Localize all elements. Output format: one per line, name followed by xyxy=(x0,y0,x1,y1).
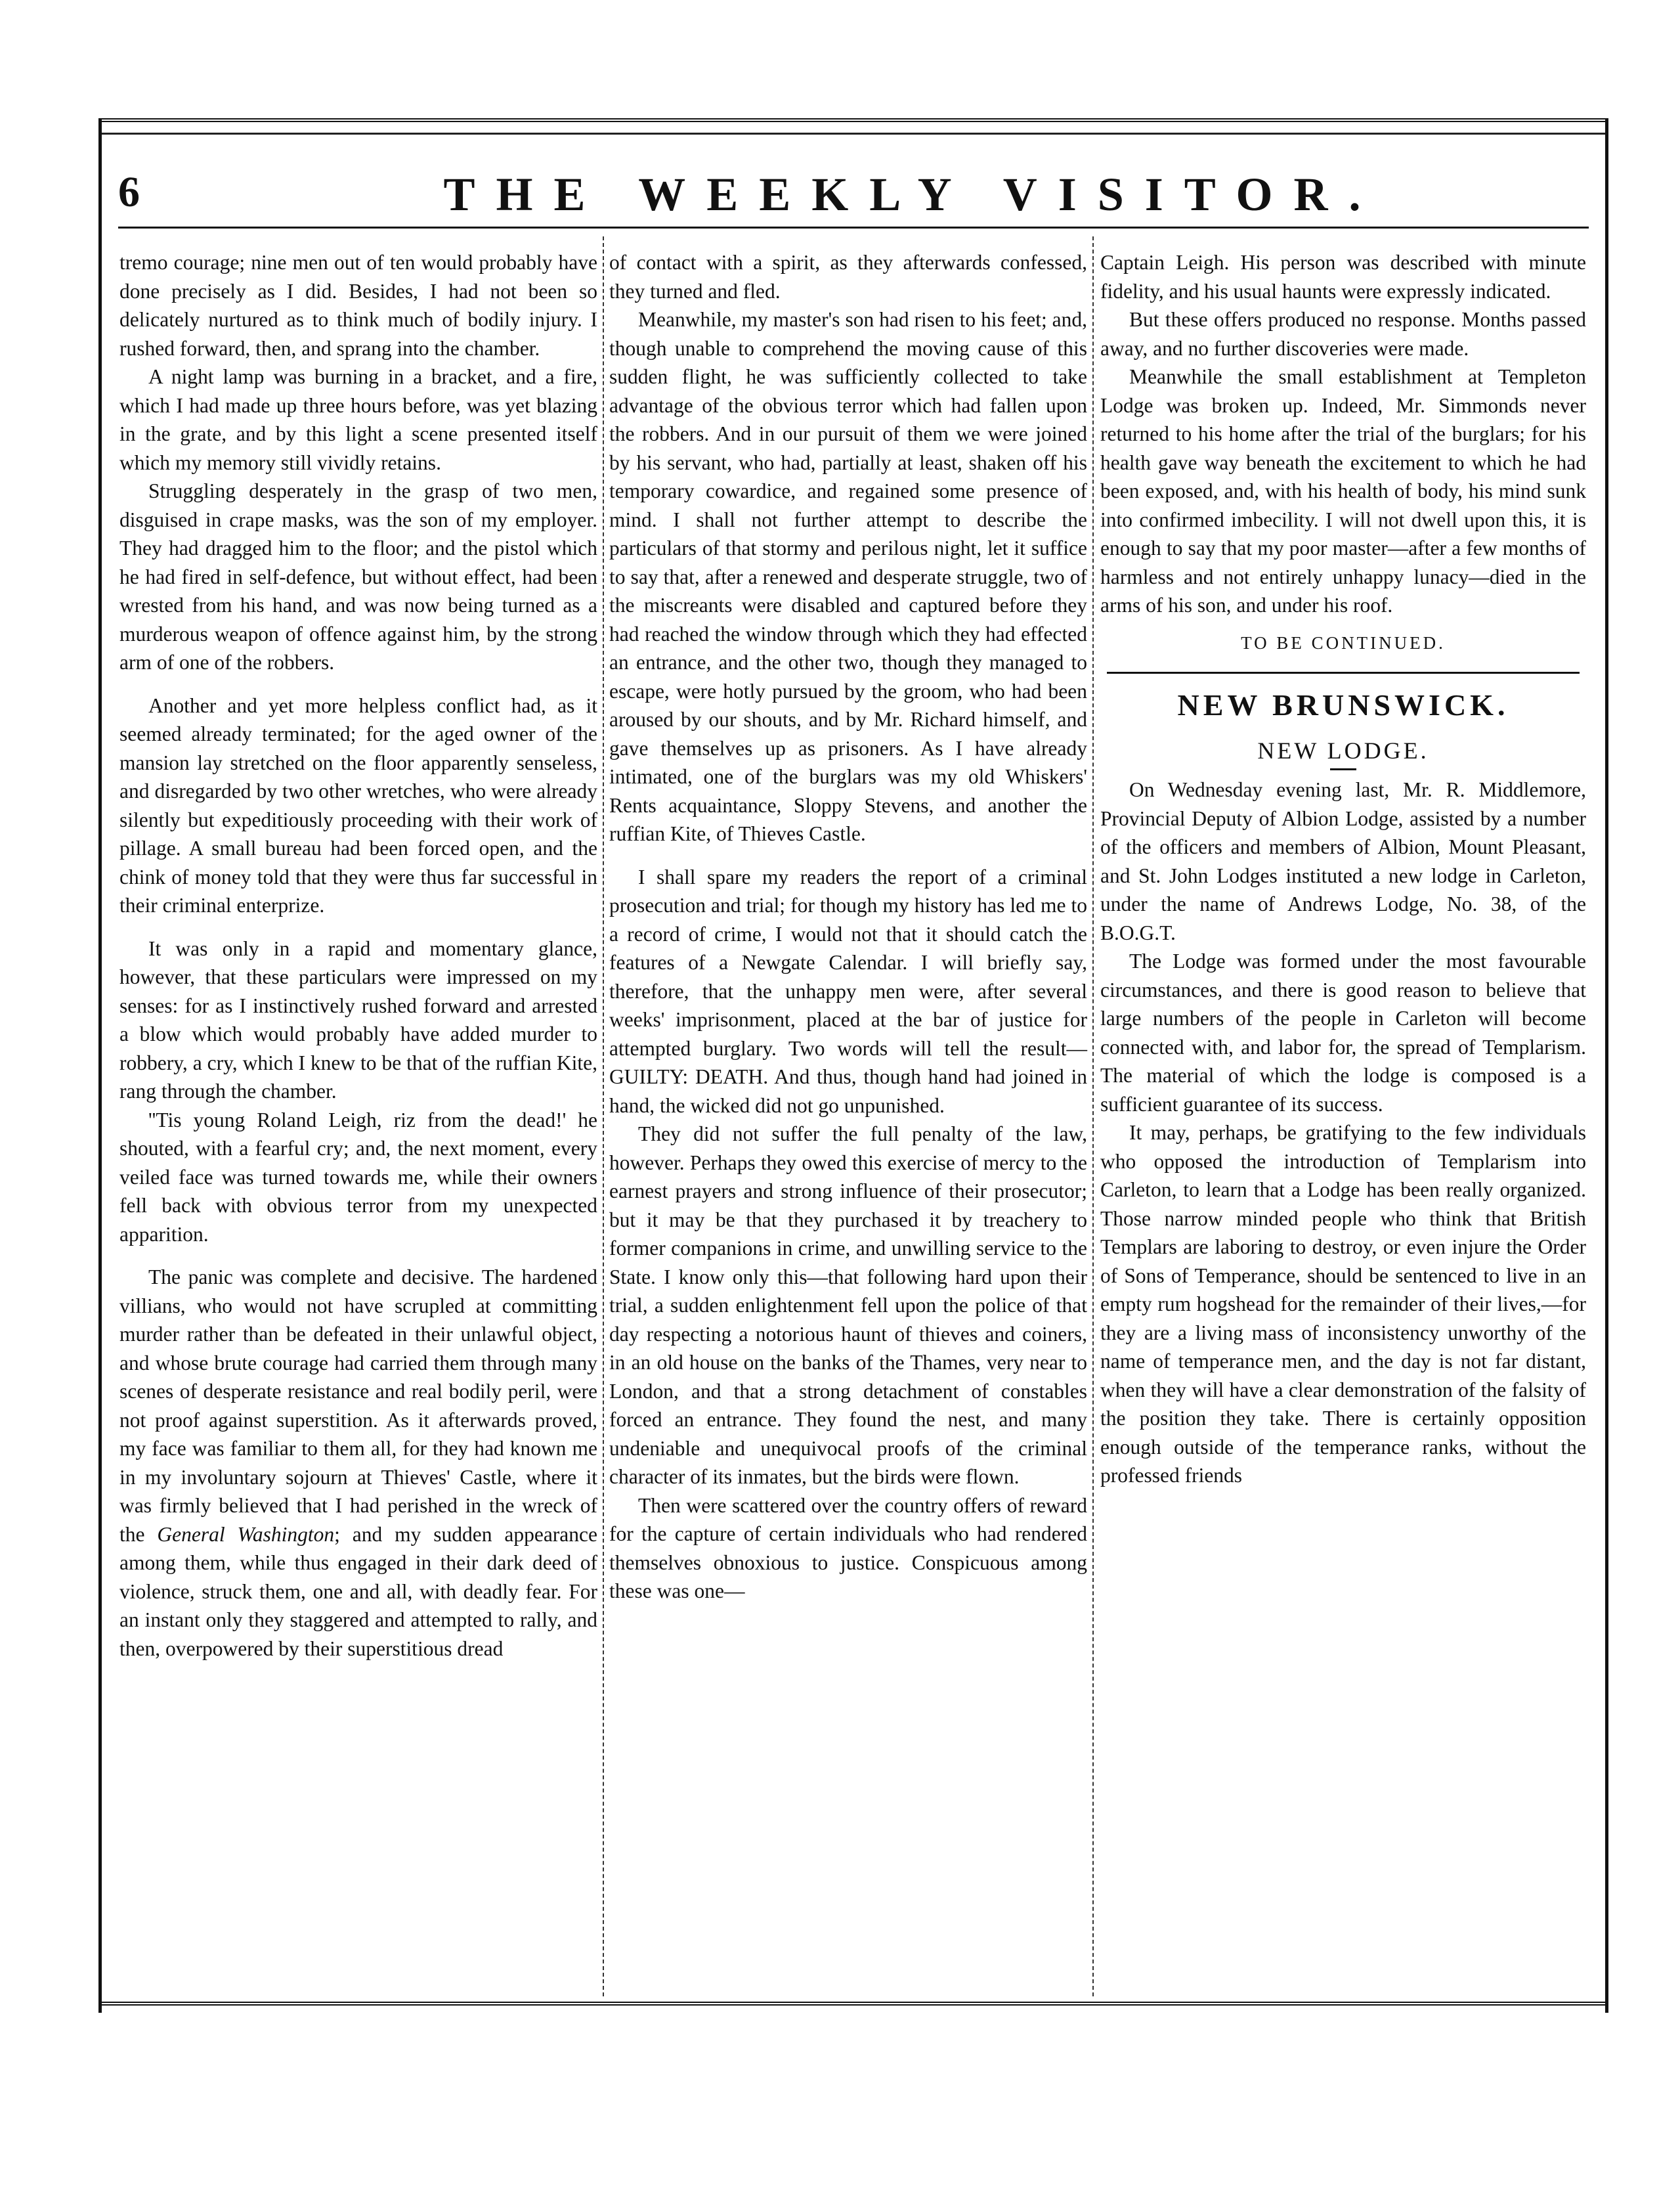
column-divider xyxy=(1092,236,1094,1996)
paragraph: tremo courage; nine men out of ten would probably have done precisely as I did. Besides, I had not been so delicately nurtured as to think much of bodily injury. I rushed forward, then, and sprang into the chamber. xyxy=(119,251,597,360)
paragraph: But these offers produced no response. Months passed away, and no further discoveries were made. xyxy=(1100,308,1586,360)
masthead-rule xyxy=(118,227,1589,229)
paragraph: I shall spare my readers the report of a criminal prosecution and trial; for though my history has led me to a record of crime, I would not that it should catch the features of a Newgate Calendar. I will briefly say, therefore, that the unhappy men were, after several weeks' imprisonment, placed at the bar of justice for attempted burglary. Two words will tell the result—GUILTY: DEATH. And thus, though hand had joined in hand, the wicked did not go unpunished. xyxy=(609,865,1087,1117)
page-number: 6 xyxy=(118,168,140,216)
short-rule xyxy=(1330,768,1356,770)
to-be-continued: TO BE CONTINUED. xyxy=(1241,632,1446,653)
column-divider xyxy=(603,236,604,1996)
paragraph xyxy=(119,1263,597,1663)
paragraph: Meanwhile, my master's son had risen to his feet; and, though unable to comprehend the moving cause of this sudden flight, he was sufficiently collected to take advantage of the obvious terror which had fallen upon the robbers. And in our pursuit of them we were joined by his servant, who had, partially at least, shaken off his temporary cowardice, and regained some presence of mind. I shall not further attempt to describe the particulars of that stormy and perilous night, let it suffice to say that, after a renewed and desperate struggle, two of the miscreants were disabled and captured before they had reached the window through which they had effected an entrance, and the other two, though they managed to escape, were hotly pursued by the groom, who had been aroused by our shouts, and by Mr. Richard himself, and gave themselves up as prisoners. As I have already intimated, one of the burglars was my old Whiskers' Rents acquaintance, Sloppy Stevens, and another the ruffian Kite, of Thieves Castle. xyxy=(609,308,1087,845)
column-3 xyxy=(1100,248,1586,1490)
masthead xyxy=(118,167,1589,230)
paragraph: They did not suffer the full penalty of the law, however. Perhaps they owed this exercise of mercy to the earnest prayers and strong influence of their prosecutor; but it may be that they purchased it by treachery to former companions in crime, and unwilling service to the State. I know only this—that following hard upon their trial, a sudden enlightenment fell upon the police of that day respecting a notorious haunt of thieves and coiners, in an old house on the banks of the Thames, very near to London, and that a strong detachment of constables forced an entrance. They found the nest, and many undeniable and unequivocal proofs of the criminal character of its inmates, but the birds were flown. xyxy=(609,1122,1087,1488)
paragraph: Meanwhile the small establishment at Templeton Lodge was broken up. Indeed, Mr. Simmonds never returned to his home after the trial of the burglars; for his health gave way beneath the excitement to which he had been exposed, and, with his health of body, his mind sunk into confirmed imbecility. I will not dwell upon this, it is enough to say that my poor master—after a few months of harmless and not entirely unhappy lunacy—died in the arms of his son, and under his roof. xyxy=(1100,365,1586,617)
ship-name: General Washington xyxy=(157,1522,335,1546)
paragraph: Struggling desperately in the grasp of two men, disguised in crape masks, was the son of my employer. They had dragged him to the floor; and the pistol which he had fired in self-defence, but without effect, had been wrested from his hand, and was now being turned as a murderous weapon of offence against him, by the strong arm of one of the robbers. xyxy=(119,479,597,674)
paragraph-text: ; and my sudden appearance among them, while thus engaged in their dark deed of violence, struck them, one and all, with deadly fear. For an instant only they staggered and attempted to rally, and then, overpowered by their superstitious dread xyxy=(119,1522,597,1660)
paragraph: of contact with a spirit, as they afterwards confessed, they turned and fled. xyxy=(609,251,1087,303)
paragraph: Another and yet more helpless conflict had, as it seemed already terminated; for the aged owner of the mansion lay stretched on the floor apparently senseless, and disregarded by two other wretches, who were already silently but expeditiously proceeding with their work of pillage. A small bureau had been forced open, and the chink of money told that they were thus far successful in their criminal enterprize. xyxy=(119,693,597,917)
paragraph: It may, perhaps, be gratifying to the few individuals who opposed the introduction of Templarism into Carleton, to learn that a Lodge has been really organized. Those narrow minded people who think that British Templars are laboring to destroy, or even injure the Order of Sons of Temperance, should be sentenced to live in an empty rum hogshead for the remainder of their lives,—for they are a living mass of inconsistency unworthy of the name of temperance men, and the day is not far distant, when they will have a clear demonstration of the falsity of the position they take. There is certainly opposition enough outside of the temperance ranks, without the professed friends xyxy=(1100,1121,1586,1487)
column-2 xyxy=(609,248,1087,1606)
paragraph: On Wednesday evening last, Mr. R. Middlemore, Provincial Deputy of Albion Lodge, assisted by a number of the officers and members of Albion, Mount Pleasant, and St. John Lodges instituted a new lodge in Carleton, under the name of Andrews Lodge, No. 38, of the B.O.G.T. xyxy=(1100,778,1586,944)
paragraph-text: The panic was complete and decisive. The hardened villians, who would not have scrupled at committing murder rather than be defeated in their unlawful object, and whose brute courage had carried them through many scenes of desperate resistance and real bodily peril, were not proof against superstition. As it afterwards proved, my face was familiar to them all, for they had known me in my involuntary sojourn at Thieves' Castle, where it was firmly believed that I had perished in the wreck of the xyxy=(119,1265,597,1546)
bottom-border-rule xyxy=(98,2002,1608,2006)
section-title: NEW BRUNSWICK. xyxy=(1177,688,1509,722)
paragraph: Captain Leigh. His person was described with minute fidelity, and his usual haunts were expressly indicated. xyxy=(1100,251,1586,303)
paragraph: ''Tis young Roland Leigh, riz from the dead!' he shouted, with a fearful cry; and, the next moment, every veiled face was turned towards me, while their owners fell back with obvious terror from my unexpected apparition. xyxy=(119,1108,597,1246)
paragraph: Then were scattered over the country offers of reward for the capture of certain individuals who had rendered themselves obnoxious to justice. Conspicuous among these was one— xyxy=(609,1493,1087,1602)
paper-title: THE WEEKLY VISITOR. xyxy=(443,168,1382,221)
paragraph: It was only in a rapid and momentary glance, however, that these particulars were impressed on my senses: for as I instinctively rushed forward and arrested a blow which would probably have added murder to robbery, a cry, which I knew to be that of the ruffian Kite, rang through the chamber. xyxy=(119,936,597,1103)
section-separator xyxy=(1107,672,1580,674)
paragraph: A night lamp was burning in a bracket, and a fire, which I had made up three hours before, was yet blazing in the grate, and by this light a scene presented itself which my memory still vividly retains. xyxy=(119,365,597,474)
column-1 xyxy=(119,248,597,1663)
paragraph: The Lodge was formed under the most favourable circumstances, and there is good reason to believe that large numbers of the people in Carleton will become connected with, and labor for, the spread of Templarism. The material of which the lodge is composed is a sufficient guarantee of its success. xyxy=(1100,950,1586,1116)
section-subtitle: NEW LODGE. xyxy=(1257,737,1429,764)
